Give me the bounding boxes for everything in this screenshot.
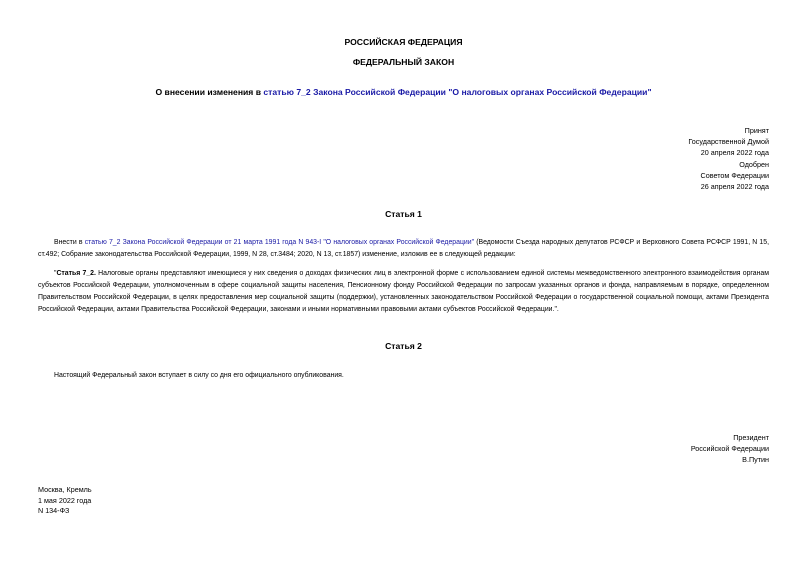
signature-line: В.Путин: [742, 455, 769, 464]
document-title: [0, 87, 807, 97]
quote-mark: ": [54, 270, 57, 277]
article1-text-post: (Ведомости Съезда народных депутатов РСФСР и Верховного Совета РСФСР 1991, N 15, ст.492; Собрание законодательства Российской Федерации, 1999, N 28, ст.3484; 2020, N 13, ст.1857) изменение, изложив ее в следующей редакции:: [38, 239, 770, 258]
footer-block: [38, 485, 92, 517]
title-law-link[interactable]: статью 7_2 Закона Российской Федерации "О налоговых органах Российской Федерации": [263, 87, 652, 97]
footer-place: Москва, Кремль: [38, 485, 92, 494]
country-heading: РОССИЙСКАЯ ФЕДЕРАЦИЯ: [344, 37, 463, 47]
article1-heading: Статья 1: [385, 209, 422, 219]
quote-article-title: Статья 7_2.: [56, 270, 96, 277]
title-prefix: О внесении изменения в: [155, 87, 261, 97]
article2-paragraph: Настоящий Федеральный закон вступает в силу со дня его официального опубликования.: [54, 372, 344, 379]
quote-text: Налоговые органы представляют имеющиеся у них сведения о доходах физических лиц в электронной форме с использованием единой системы межведомственного электронного взаимодействия органам субъектов Российской Федерации, уполномоченным в сфере социальной защиты населения, Пенсионному фонду Российской Федерации по запросам указанных органов и фонда, направляемым в порядке, определенном Правительством Российской Федерации, в целях предоставления мер социальной защиты (поддержки), установленных законодательством Российской Федерации о государственной социальной помощи, актами Президента Российской Федерации, актами Правительства Российской Федерации, законами и иными нормативными правовыми актами субъектов Российской Федерации.".: [38, 270, 769, 313]
adoption-line: Советом Федерации: [700, 170, 769, 180]
article1-paragraph: [38, 237, 769, 261]
adoption-line: 26 апреля 2022 года: [700, 182, 769, 192]
article1-law-link[interactable]: статью 7_2 Закона Российской Федерации от 21 марта 1991 года N 943-I "О налоговых органах Российской Федерации": [84, 239, 475, 246]
adoption-line: 20 апреля 2022 года: [700, 148, 769, 158]
footer-number: N 134-ФЗ: [38, 506, 70, 515]
article2-heading: Статья 2: [385, 341, 422, 351]
adoption-line: Одобрен: [739, 159, 769, 169]
adoption-block: [688, 125, 769, 192]
article1-quote-paragraph: [38, 268, 769, 316]
signature-line: Российской Федерации: [690, 444, 769, 453]
footer-date: 1 мая 2022 года: [38, 495, 92, 505]
article1-text-pre: Внести в: [54, 239, 83, 246]
adoption-line: Государственной Думой: [688, 137, 769, 147]
adoption-line: Принят: [744, 126, 769, 135]
doc-type-heading: ФЕДЕРАЛЬНЫЙ ЗАКОН: [352, 57, 455, 67]
signature-line: Президент: [733, 433, 769, 442]
signature-block: [691, 432, 769, 465]
